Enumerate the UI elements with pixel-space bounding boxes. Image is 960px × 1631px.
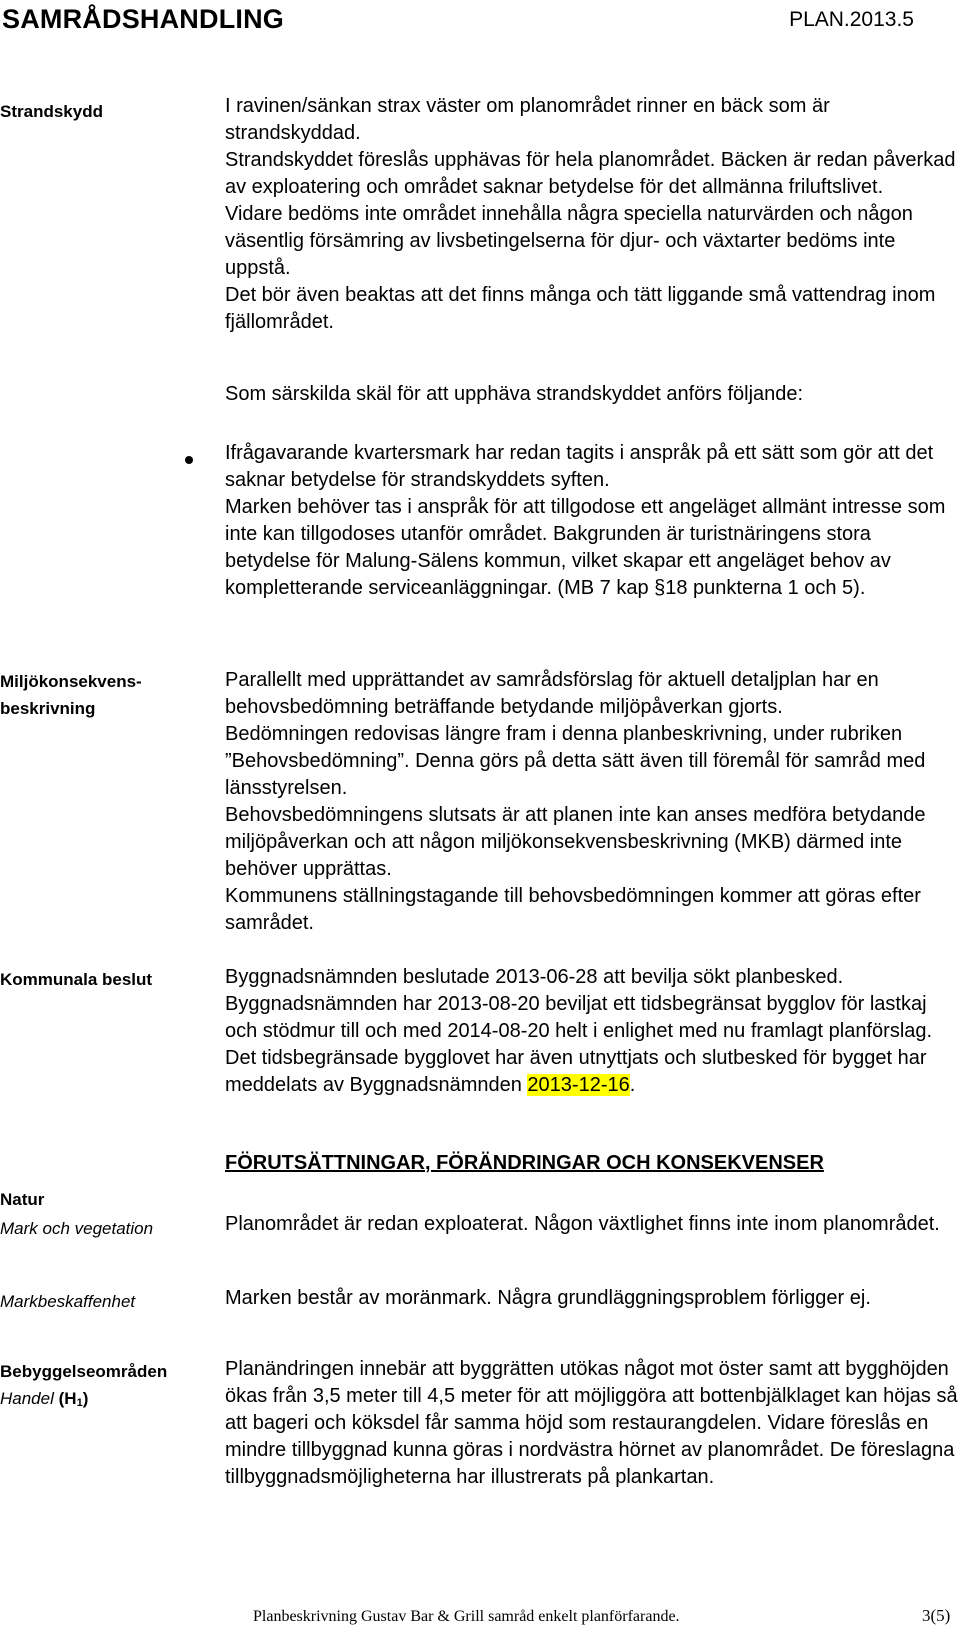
beslut-section xyxy=(225,964,960,1099)
mkb-section xyxy=(225,667,960,937)
mark-paragraph: Marken består av moränmark. Några grundläggningsproblem förligger ej. xyxy=(225,1287,871,1309)
bullet-text: Ifrågavarande kvartersmark har redan tagits i anspråk på ett sätt som gör att det saknar betydelse för strandskyddets syften. xyxy=(225,442,934,491)
sidebar-label-markbeskaffenhet: Markbeskaffenhet xyxy=(0,1292,136,1311)
beslut-paragraph: Byggnadsnämnden beslutade 2013-06-28 att bevilja sökt planbesked. xyxy=(225,966,844,988)
sidebar-sublabel-handel xyxy=(0,1385,200,1417)
beslut-text-end: . xyxy=(629,1074,636,1096)
sidebar-label-bebyggelse: Bebyggelseområden xyxy=(0,1362,168,1381)
strandskydd-paragraph: Det bör även beaktas att det finns många och tätt liggande små vattendrag inom fjällområdet. xyxy=(225,284,936,333)
sidebar-label-line: Miljökonsekvens- xyxy=(0,672,142,691)
sidebar-label-beslut: Kommunala beslut xyxy=(0,970,153,989)
strandskydd-paragraph: Strandskyddet föreslås upphävas för hela planområdet. Bäcken är redan påverkad av exploatering och området saknar betydelse för det allmänna friluftslivet. xyxy=(225,149,956,198)
sidebar-label-mkb xyxy=(0,668,200,722)
bullet-icon xyxy=(185,456,193,464)
sidebar-label-strandskydd: Strandskydd xyxy=(0,102,103,121)
strandskydd-reasons-intro: Som särskilda skäl för att upphäva strandskyddet anförs följande: xyxy=(225,383,804,405)
natur-paragraph: Planområdet är redan exploaterat. Någon växtlighet finns inte inom planområdet. xyxy=(225,1213,940,1235)
sidebar-sublabel-mark-vegetation: Mark och vegetation xyxy=(0,1219,154,1238)
document-id: PLAN.2013.5 xyxy=(789,8,914,31)
document-status-title: SAMRÅDSHANDLING xyxy=(2,4,284,34)
page-number: 3(5) xyxy=(922,1606,951,1625)
mkb-paragraph: Bedömningen redovisas längre fram i denna planbeskrivning, under rubriken ”Behovsbedömning”. Denna görs på detta sätt även till föremål för samråd med länsstyrelsen. xyxy=(225,723,926,799)
mkb-paragraph: Parallellt med upprättandet av samrådsförslag för aktuell detaljplan har en behovsbedömning beträffande betydande miljöpåverkan gjorts. xyxy=(225,669,879,718)
beslut-paragraph xyxy=(225,991,960,1099)
section-heading: FÖRUTSÄTTNINGAR, FÖRÄNDRINGAR OCH KONSEKVENSER xyxy=(225,1152,824,1174)
sidebar-label-line: beskrivning xyxy=(0,699,96,718)
strandskydd-paragraph: I ravinen/sänkan strax väster om planområdet rinner en bäck som är strandskyddad. xyxy=(225,95,830,144)
sidebar-label-natur: Natur xyxy=(0,1190,45,1209)
bullet-list-item xyxy=(225,440,960,602)
bullet-text: Marken behöver tas i anspråk för att tillgodose ett angeläget allmänt intresse som inte kan tillgodoses utanför området. Bakgrunden är turistnäringens stora betydelse för Malung-Sälens kommun, vilket skapar ett angeläget behov av kompletterande serviceanläggningar. (MB 7 kap §18 punkterna 1 och 5). xyxy=(225,496,946,599)
footer-text: Planbeskrivning Gustav Bar & Grill samråd enkelt planförfarande. xyxy=(253,1608,680,1625)
bebyggelse-paragraph: Planändringen innebär att byggrätten utökas något mot öster samt att bygghöjden ökas från 3,5 meter till 4,5 meter för att möjliggöra att bottenbjälklaget kan höjas så att bageri och köksdel får samma höjd som restaurangdelen. Vidare föreslås en mindre tillbyggnad kunna göras i nordvästra hörnet av planområdet. De föreslagna tillbyggnadsmöjligheterna har illustrerats på plankartan. xyxy=(225,1358,958,1488)
mkb-paragraph: Behovsbedömningens slutsats är att planen inte kan anses medföra betydande miljöpåverkan och att någon miljökonsekvensbeskrivning (MKB) därmed inte behöver upprättas. xyxy=(225,804,926,880)
sublabel-code: $(H_1)$ xyxy=(58,1389,89,1409)
sublabel-handel: Handel xyxy=(0,1389,54,1408)
mkb-paragraph: Kommunens ställningstagande till behovsbedömningen kommer att göras efter samrådet. xyxy=(225,885,921,934)
beslut-text: Byggnadsnämnden har 2013-08-20 beviljat ett tidsbegränsat bygglov för lastkaj och stödmur till och med 2014-08-20 helt i enlighet med nu framlagt planförslag. Det tidsbegränsade bygglovet har även utnyttjats och slutbesked för bygget har meddelats av Byggnadsnämnden xyxy=(225,993,933,1096)
strandskydd-paragraph: Vidare bedöms inte området innehålla några speciella naturvärden och någon väsentlig försämring av livsbetingelserna för djur- och växtarter bedöms inte uppstå. xyxy=(225,203,913,279)
highlighted-date: 2013-12-16 xyxy=(527,1074,630,1096)
strandskydd-section xyxy=(225,93,960,336)
